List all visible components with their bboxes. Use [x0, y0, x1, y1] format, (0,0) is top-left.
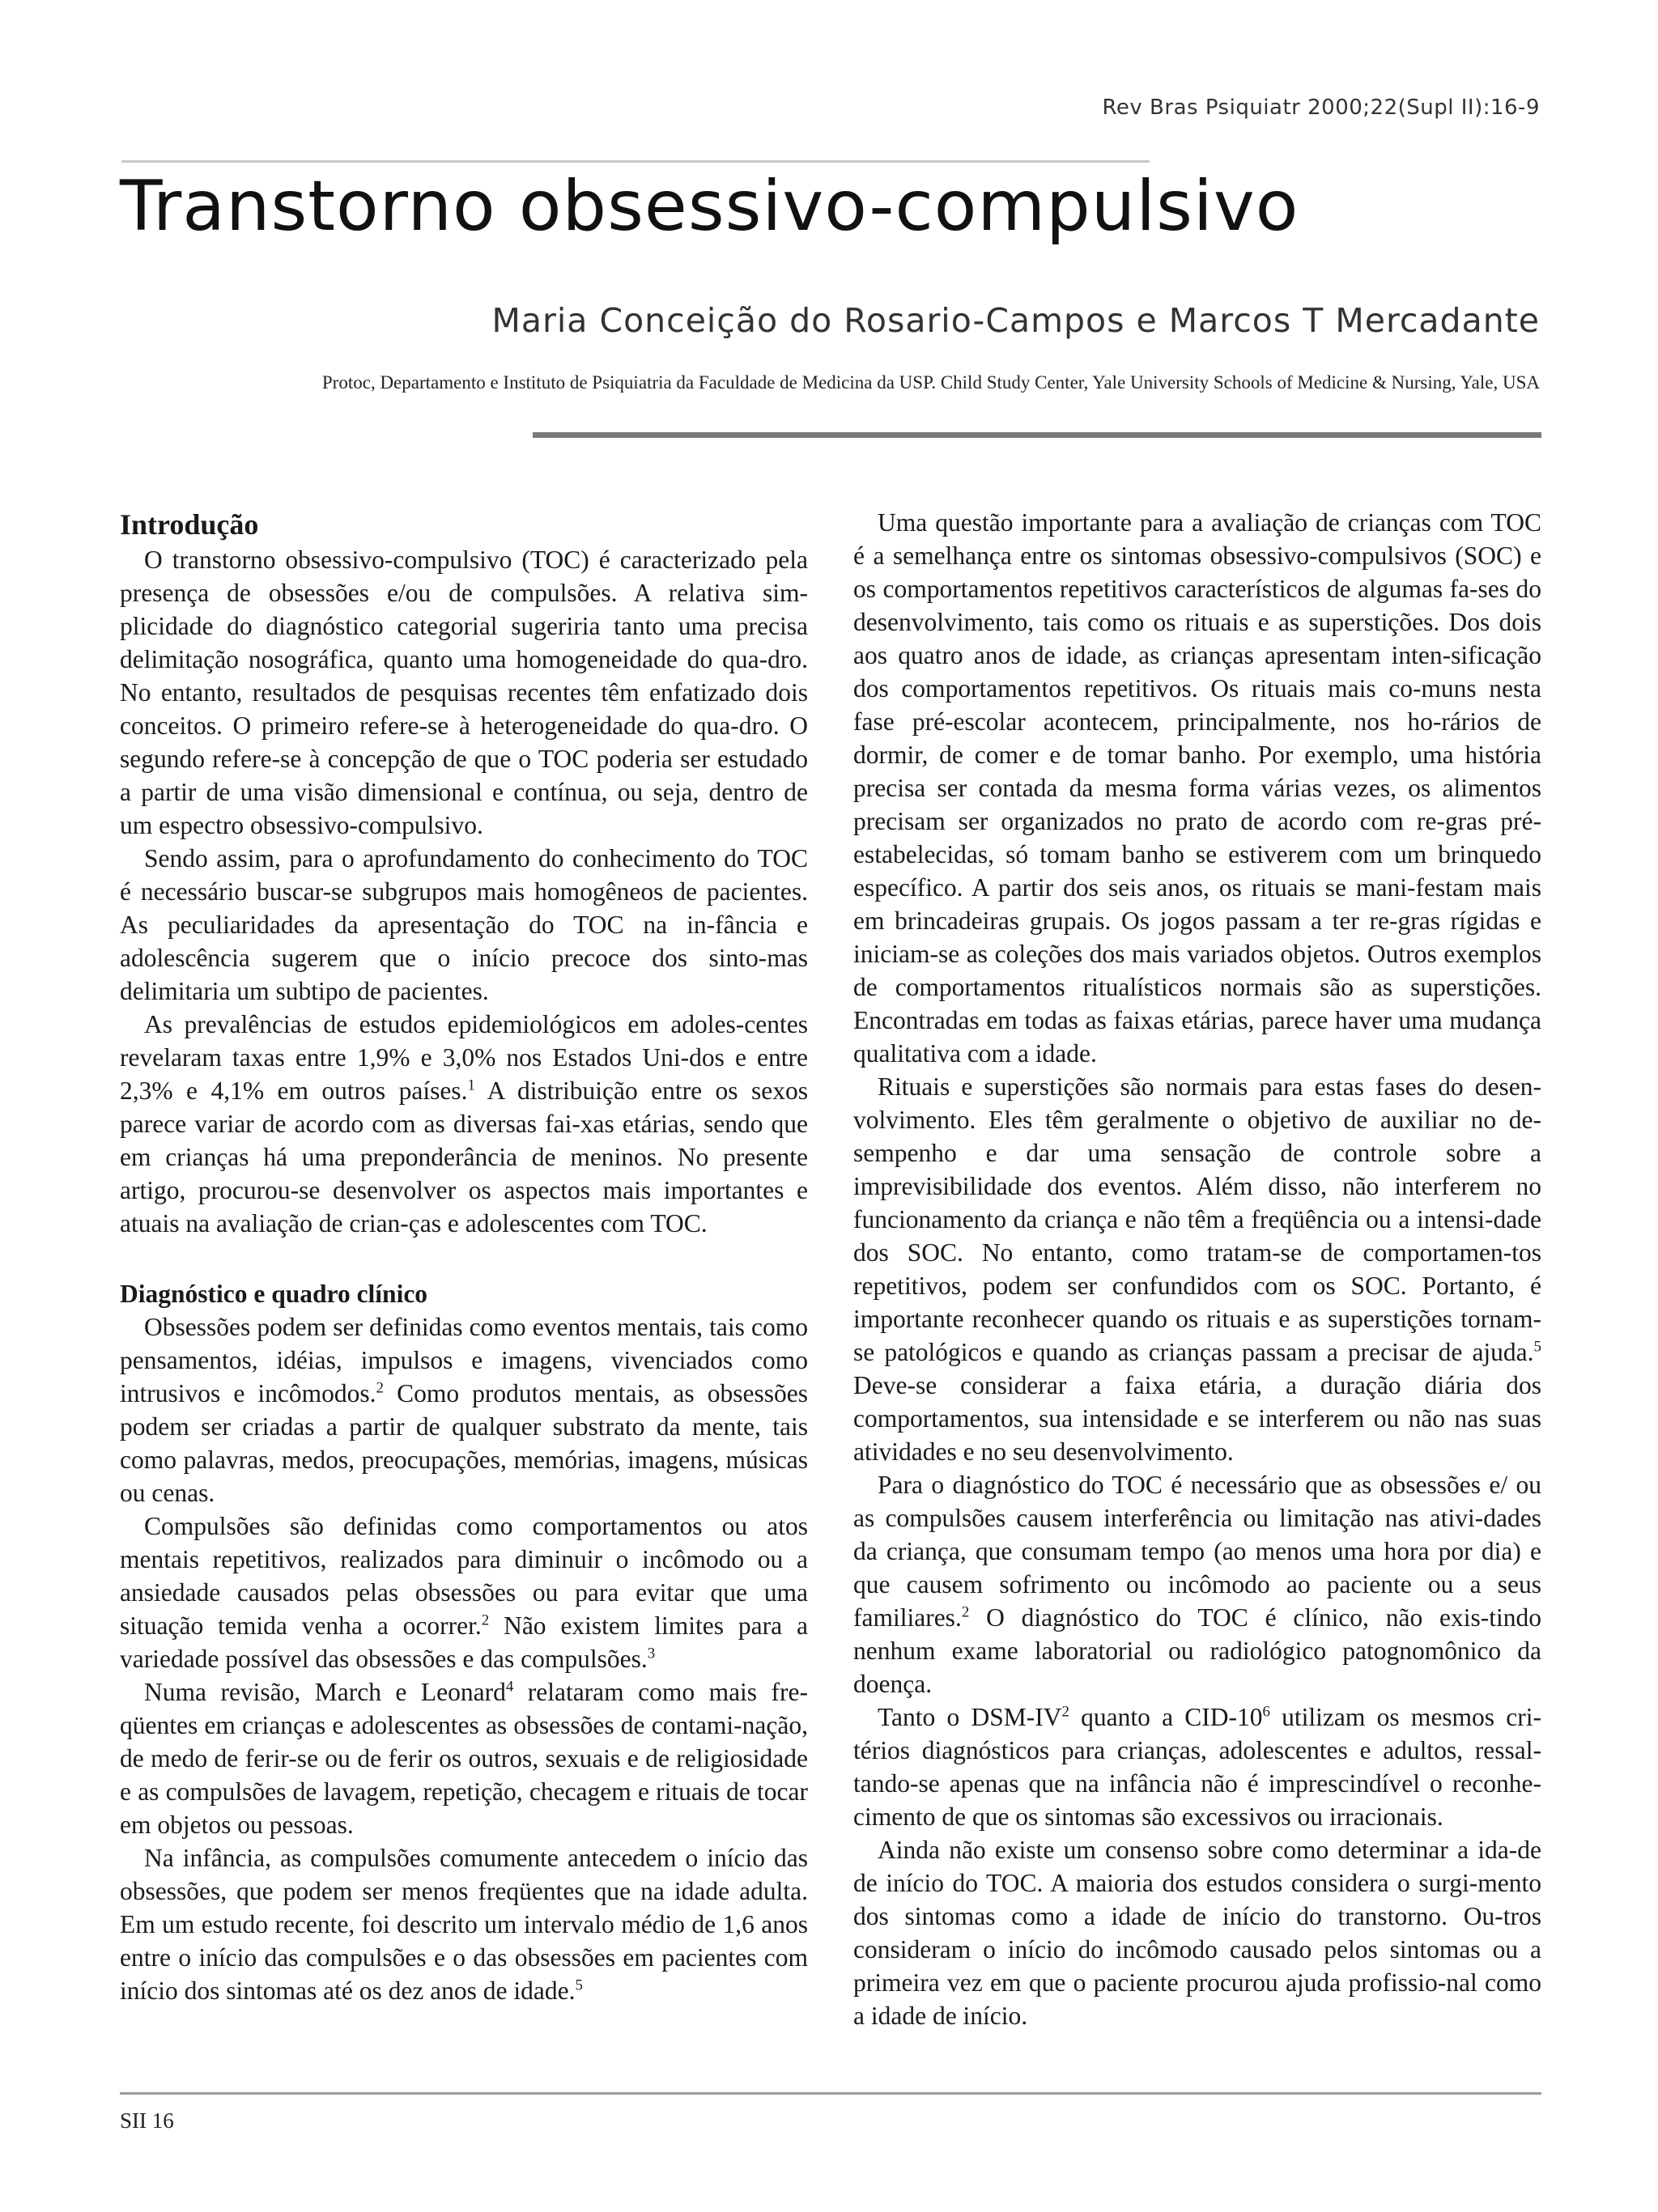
body-paragraph: Obsessões podem ser definidas como eventos mentais, tais como pensamentos, idéias, impulsos e imagens, vivenciados como intrusivos e incômodos.$^2$ Como produtos mentais, as obsessões podem ser criadas a partir de qualquer substrato da mente, tais como palavras, medos, preocupações, memórias, imagens, músicas ou cenas. — [120, 1313, 808, 1507]
body-paragraph: O transtorno obsessivo-compulsivo (TOC) é caracterizado pela presença de obsessões e/ou de compulsões. A relativa sim-plicidade do diagnóstico categorial sugeriria tanto uma precisa delimitação nosográfica, quanto uma homogeneidade do qua-dro. No entanto, resultados de pesquisas recentes têm enfatizado dois conceitos. O primeiro refere-se à heterogeneidade do qua-dro. O segundo refere-se à concepção de que o TOC poderia ser estudado a partir de uma visão dimensional e contínua, ou seja, dentro de um espectro obsessivo-compulsivo. — [120, 546, 808, 839]
reference-marker: 1 — [467, 1076, 475, 1094]
body-paragraph: Rituais e superstições são normais para estas fases do desen-volvimento. Eles têm geralmente o objetivo de auxiliar no de-sempenho e dar uma sensação de controle sobre a imprevisibilidade dos eventos. Além disso, não interferem no funcionamento da criança e não têm a freqüência ou a intensi-dade dos SOC. No entanto, como tratam-se de comportamen-tos repetitivos, podem ser confundidos com os SOC. Portanto, é importante reconhecer quando os rituais e as superstições tornam-se patológicos e quando as crianças passam a precisar de ajuda.$^5$ Deve-se considerar a faixa etária, a duração diária dos comportamentos, sua intensidade e se interferem ou não nas suas atividades e no seu desenvolvimento. — [853, 1072, 1541, 1466]
journal-citation: Rev Bras Psiquiatr 2000;22(Supl II):16-9 — [1102, 96, 1540, 120]
article-title: Transtorno obsessivo-compulsivo — [120, 166, 1299, 247]
reference-marker: 2 — [1061, 1703, 1069, 1721]
body-paragraph: Na infância, as compulsões comumente antecedem o início das obsessões, que podem ser menos freqüentes que na idade adulta. Em um estudo recente, foi descrito um intervalo médio de 1,6 anos entre o início das compulsões e o das obsessões em pacientes com início dos sintomas até os dez anos de idade.$^5$ — [120, 1844, 808, 2005]
body-paragraph: Sendo assim, para o aprofundamento do conhecimento do TOC é necessário buscar-se subgrupos mais homogêneos de pacientes. As peculiaridades da apresentação do TOC na in-fância e adolescência sugerem que o início precoce dos sinto-mas delimitaria um subtipo de pacientes. — [120, 844, 808, 1005]
section-heading-diagnosis: Diagnóstico e quadro clínico — [120, 1280, 428, 1308]
reference-marker: 5 — [1533, 1338, 1541, 1356]
article-authors: Maria Conceição do Rosario-Campos e Marcos T Mercadante — [491, 301, 1540, 340]
section-heading-introduction: Introdução — [120, 508, 259, 541]
reference-marker: 2 — [376, 1379, 384, 1397]
body-paragraph: Ainda não existe um consenso sobre como determinar a ida-de de início do TOC. A maioria dos estudos considera o surgi-mento dos sintomas como a idade de início do transtorno. Ou-tros consideram o início do incômodo causado pelos sintomas ou a primeira vez em que o paciente procurou ajuda profissio-nal como a idade de início. — [853, 1836, 1541, 2030]
body-paragraph: Tanto o DSM-$IV^2$ quanto a CID-$10^6$ utilizam os mesmos cri-térios diagnósticos para crianças, adolescentes e adultos, ressal-tando-se apenas que na infância não é imprescindível o reconhe-cimento de que os sintomas são excessivos ou irracionais. — [853, 1703, 1541, 1831]
body-paragraph: Numa revisão, March e Leonard$^4$ relataram como mais fre-qüentes em crianças e adolescentes as obsessões de contami-nação, de medo de ferir-se ou de ferir os outros, sexuais e de religiosidade e as compulsões de lavagem, repetição, checagem e rituais de tocar em objetos ou pessoas. — [120, 1678, 808, 1839]
footer-rule — [120, 2092, 1541, 2095]
reference-marker: 4 — [505, 1678, 514, 1696]
reference-marker: 3 — [647, 1645, 656, 1662]
body-paragraph: As prevalências de estudos epidemiológicos em adoles-centes revelaram taxas entre 1,9% e 3,0% nos Estados Uni-dos e entre 2,3% e 4,1% em outros países.$^1$ A distribuição entre os sexos parece variar de acordo com as diversas fai-xas etárias, sendo que em crianças há uma preponderância de meninos. No presente artigo, procurou-se desenvolver os aspectos mais importantes e atuais na avaliação de crian-ças e adolescentes com TOC. — [120, 1010, 808, 1238]
author-affiliation: Protoc, Departamento e Instituto de Psiquiatria da Faculdade de Medicina da USP. Child Study Center, Yale University Schools of Medicine & Nursing, Yale, USA — [321, 372, 1540, 393]
page-number: SII 16 — [120, 2108, 174, 2133]
left-column — [120, 506, 808, 2007]
reference-marker: 6 — [1262, 1703, 1270, 1721]
body-paragraph: Para o diagnóstico do TOC é necessário que as obsessões e/ ou as compulsões causem interferência ou limitação nas ativi-dades da criança, que consumam tempo (ao menos uma hora por dia) e que causem sofrimento ou incômodo ao paciente ou a seus familiares.$^2$ O diagnóstico do TOC é clínico, não exis-tindo nenhum exame laboratorial ou radiológico patognomônico da doença. — [853, 1471, 1541, 1698]
reference-marker: 5 — [575, 1976, 583, 1994]
title-top-rule — [121, 160, 1150, 163]
reference-marker: 2 — [481, 1611, 490, 1629]
body-paragraph: Compulsões são definidas como comportamentos ou atos mentais repetitivos, realizados para diminuir o incômodo ou a ansiedade causados pelas obsessões ou para evitar que uma situação temida venha a ocorrer.$^2$ Não existem limites para a variedade possível das obsessões e das compulsões.$^3$ — [120, 1512, 809, 1673]
right-column — [853, 506, 1541, 2032]
header-divider — [533, 432, 1541, 438]
body-paragraph: Uma questão importante para a avaliação de crianças com TOC é a semelhança entre os sintomas obsessivo-compulsivos (SOC) e os comportamentos repetitivos característicos de algumas fa-ses do desenvolvimento, tais como os rituais e as superstições. Dos dois aos quatro anos de idade, as crianças apresentam inten-sificação dos comportamentos repetitivos. Os rituais mais co-muns nesta fase pré-escolar acontecem, principalmente, nos ho-rários de dormir, de comer e de tomar banho. Por exemplo, uma história precisa ser contada da mesma forma várias vezes, os alimentos precisam ser organizados no prato de acordo com re-gras pré-estabelecidas, só tomam banho se estiverem com um brinquedo específico. A partir dos seis anos, os rituais se mani-festam mais em brincadeiras grupais. Os jogos passam a ter re-gras rígidas e iniciam-se as coleções dos mais variados objetos. Outros exemplos de comportamentos ritualísticos normais são as superstições. Encontradas em todas as faixas etárias, parece haver uma mudança qualitativa com a idade. — [853, 508, 1541, 1068]
reference-marker: 2 — [961, 1603, 970, 1621]
